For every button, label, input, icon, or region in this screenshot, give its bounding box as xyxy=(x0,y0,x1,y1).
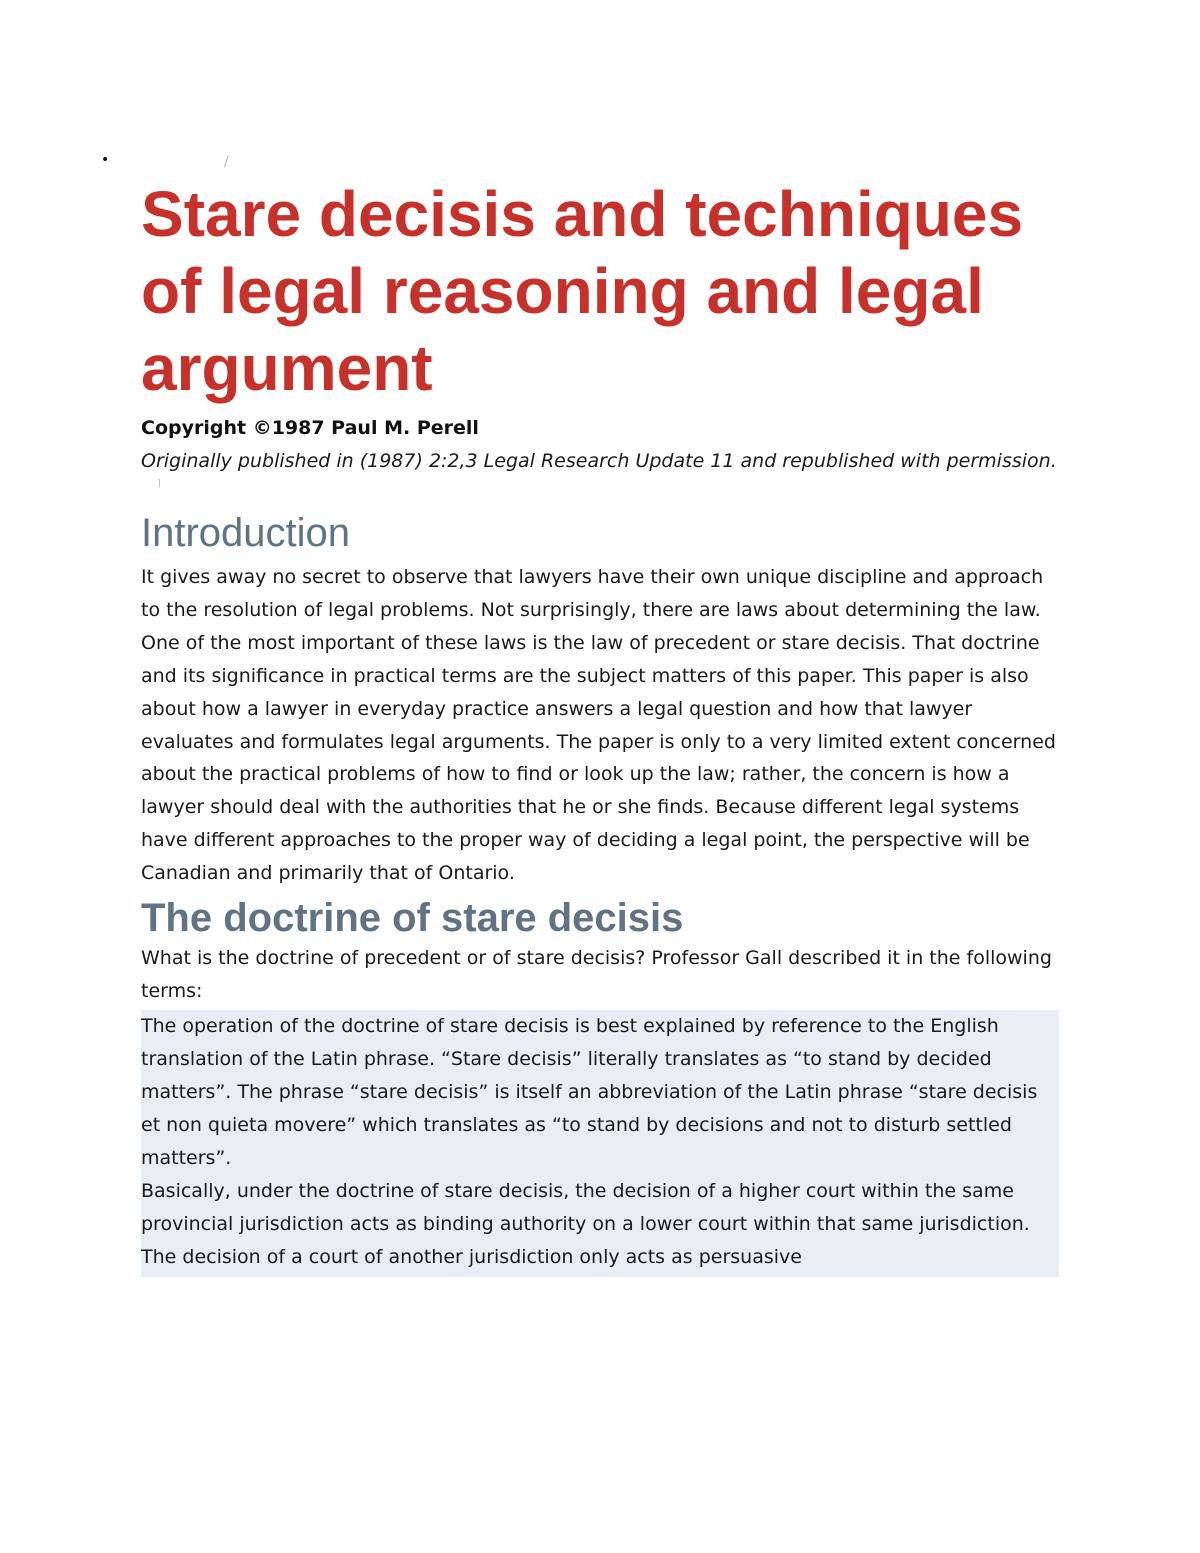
introduction-heading: Introduction xyxy=(141,511,351,555)
faint-tick-mark xyxy=(159,479,160,487)
highlighted-quote-block xyxy=(141,1010,1059,1277)
quote-paragraph: Basically, under the doctrine of stare decisis, the decision of a higher court within the same provincial jurisdiction acts as binding authority on a lower court within that same jurisdiction. The decision of a court of another jurisdiction only acts as persuasive xyxy=(141,1179,1030,1268)
document-title: Stare decisis and techniques of legal reasoning and legal argument xyxy=(141,178,1024,404)
faint-slash-mark: / xyxy=(224,154,229,170)
doctrine-lead-paragraph: What is the doctrine of precedent or of stare decisis? Professor Gall described it in the following terms: xyxy=(141,947,1052,1002)
introduction-paragraph: It gives away no secret to observe that lawyers have their own unique discipline and approach to the resolution of legal problems. Not surprisingly, there are laws about determining the law. One of the most important of these laws is the law of precedent or stare decisis. That doctrine and its significance in practical terms are the subject matters of this paper. This paper is also about how a lawyer in everyday practice answers a legal question and how that lawyer evaluates and formulates legal arguments. The paper is only to a very limited extent concerned about the practical problems of how to find or look up the law; rather, the concern is how a lawyer should deal with the authorities that he or she finds. Because different legal systems have different approaches to the proper way of deciding a legal point, the perspective will be Canadian and primarily that of Ontario. xyxy=(141,566,1056,885)
list-bullet: • xyxy=(101,152,110,168)
doctrine-heading: The doctrine of stare decisis xyxy=(141,896,684,941)
copyright-line: Copyright ©1987 Paul M. Perell xyxy=(141,417,479,439)
publication-note: Originally published in (1987) 2:2,3 Legal Research Update 11 and republished with permission. xyxy=(141,450,1057,472)
document-body xyxy=(141,176,1059,1277)
quote-paragraph: The operation of the doctrine of stare decisis is best explained by reference to the English translation of the Latin phrase. “Stare decisis” literally translates as “to stand by decided matters”. The phrase “stare decisis” is itself an abbreviation of the Latin phrase “stare decisis et non quieta movere” which translates as “to stand by decisions and not to disturb settled matters”. xyxy=(141,1014,1038,1169)
